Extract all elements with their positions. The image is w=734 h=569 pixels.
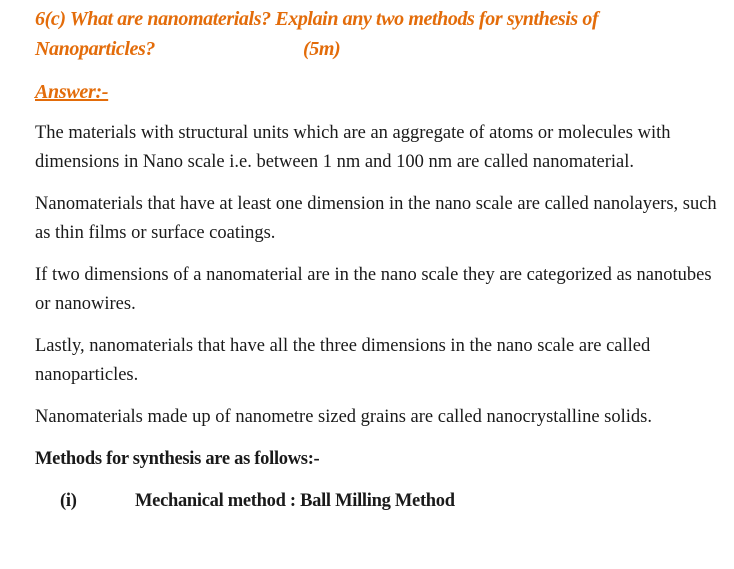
document-page xyxy=(35,4,725,516)
methods-heading: Methods for synthesis are as follows:- xyxy=(35,449,320,469)
paragraph-nanolayers: Nanomaterials that have at least one dimension in the nano scale are called nanolayers, such as thin films or surface coatings. xyxy=(35,194,717,243)
paragraph-nanocrystalline: Nanomaterials made up of nanometre sized grains are called nanocrystalline solids. xyxy=(35,407,652,427)
question-line-2: Nanoparticles? xyxy=(35,38,155,60)
method-number: (i) xyxy=(60,491,77,511)
paragraph-nanoparticles: Lastly, nanomaterials that have all the three dimensions in the nano scale are called nanoparticles. xyxy=(35,336,651,385)
question-heading xyxy=(35,4,725,64)
paragraph-definition: The materials with structural units which are an aggregate of atoms or molecules with dimensions in Nano scale i.e. between 1 nm and 100 nm are called nanomaterial. xyxy=(35,123,671,172)
question-line-1: 6(c) What are nanomaterials? Explain any two methods for synthesis of xyxy=(35,8,599,30)
method-label: Mechanical method : Ball Milling Method xyxy=(135,491,455,511)
question-marks: (5m) xyxy=(302,38,341,60)
answer-label: Answer:- xyxy=(35,81,109,103)
paragraph-nanotubes: If two dimensions of a nanomaterial are in the nano scale they are categorized as nanotubes or nanowires. xyxy=(35,265,712,314)
method-item xyxy=(35,487,725,516)
